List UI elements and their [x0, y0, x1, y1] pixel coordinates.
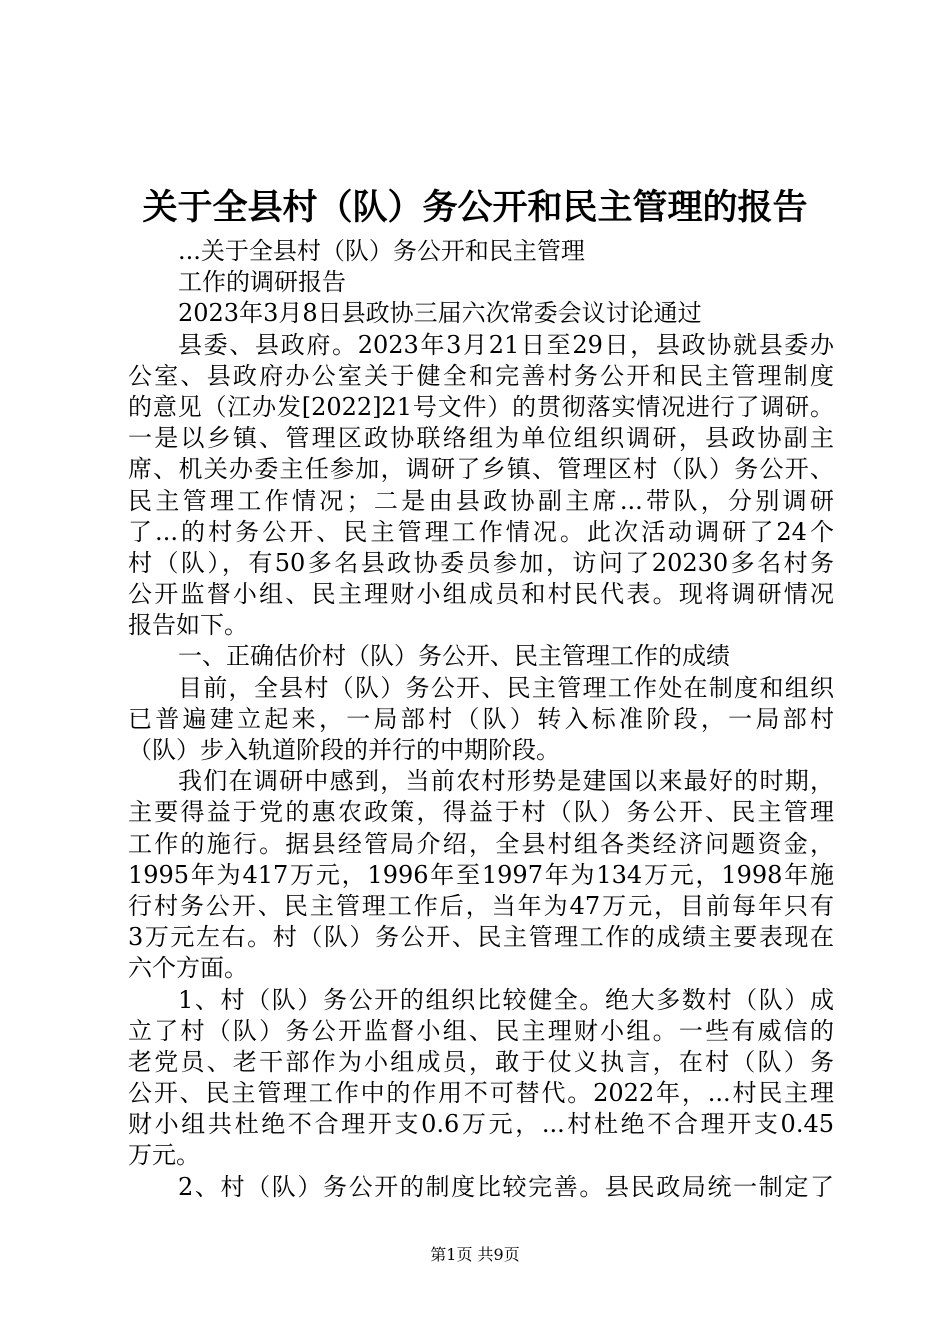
text-line: 民主管理工作情况；二是由县政协副主席...带队，分别调研	[128, 486, 834, 515]
text-line: 村（队），有50多名县政协委员参加，访问了20230多名村务	[128, 548, 834, 577]
text-line: 我们在调研中感到，当前农村形势是建国以来最好的时期，	[178, 767, 834, 796]
text-line: 一是以乡镇、管理区政协联络组为单位组织调研，县政协副主	[128, 424, 834, 453]
text-line: 2、村（队）务公开的制度比较完善。县民政局统一制定了	[178, 1172, 834, 1201]
text-line: 的意见（江办发[2022]21号文件）的贯彻落实情况进行了调研。	[128, 392, 834, 421]
text-line: 报告如下。	[128, 611, 248, 640]
text-line: （队）步入轨道阶段的并行的中期阶段。	[128, 736, 560, 764]
text-line: 公开监督小组、民主理财小组成员和村民代表。现将调研情况	[128, 580, 834, 609]
text-line: 行村务公开、民主管理工作后，当年为47万元，目前每年只有	[128, 891, 834, 920]
text-line: 六个方面。	[128, 954, 248, 983]
text-line: ...关于全县村（队）务公开和民主管理	[178, 237, 585, 265]
text-line: 工作的调研报告	[178, 268, 346, 297]
text-line: 万元。	[128, 1141, 200, 1170]
text-line: 了...的村务公开、民主管理工作情况。此次活动调研了24个	[128, 517, 834, 546]
text-line: 县委、县政府。2023年3月21日至29日，县政协就县委办	[178, 330, 834, 359]
text-line: 主要得益于党的惠农政策，得益于村（队）务公开、民主管理	[128, 798, 834, 827]
text-line: 工作的施行。据县经管局介绍，全县村组各类经济问题资金，	[128, 829, 834, 858]
text-line: 财小组共杜绝不合理开支0.6万元，...村杜绝不合理开支0.45	[128, 1110, 834, 1139]
document-body	[128, 236, 834, 1203]
text-line: 1、村（队）务公开的组织比较健全。绝大多数村（队）成	[178, 985, 834, 1014]
text-line: 2023年3月8日县政协三届六次常委会议讨论通过	[178, 299, 702, 328]
text-line: 已普遍建立起来，一局部村（队）转入标准阶段，一局部村	[128, 704, 834, 733]
text-line: 1995年为417万元，1996年至1997年为134万元，1998年施	[128, 860, 834, 889]
text-line: 立了村（队）务公开监督小组、民主理财小组。一些有威信的	[128, 1016, 834, 1045]
document-title: 关于全县村（队）务公开和民主管理的报告	[142, 187, 808, 228]
text-line: 目前，全县村（队）务公开、民主管理工作处在制度和组织	[178, 673, 834, 702]
text-line: 席、机关办委主任参加，调研了乡镇、管理区村（队）务公开、	[128, 455, 834, 484]
text-line: 公开、民主管理工作中的作用不可替代。2022年，...村民主理	[128, 1079, 834, 1108]
text-line: 老党员、老干部作为小组成员，敢于仗义执言，在村（队）务	[128, 1047, 834, 1076]
text-line: 一、正确估价村（队）务公开、民主管理工作的成绩	[178, 642, 730, 671]
page-footer: 第1页 共9页	[430, 1245, 520, 1264]
text-line: 公室、县政府办公室关于健全和完善村务公开和民主管理制度	[128, 361, 834, 390]
text-line: 3万元左右。村（队）务公开、民主管理工作的成绩主要表现在	[128, 923, 834, 952]
